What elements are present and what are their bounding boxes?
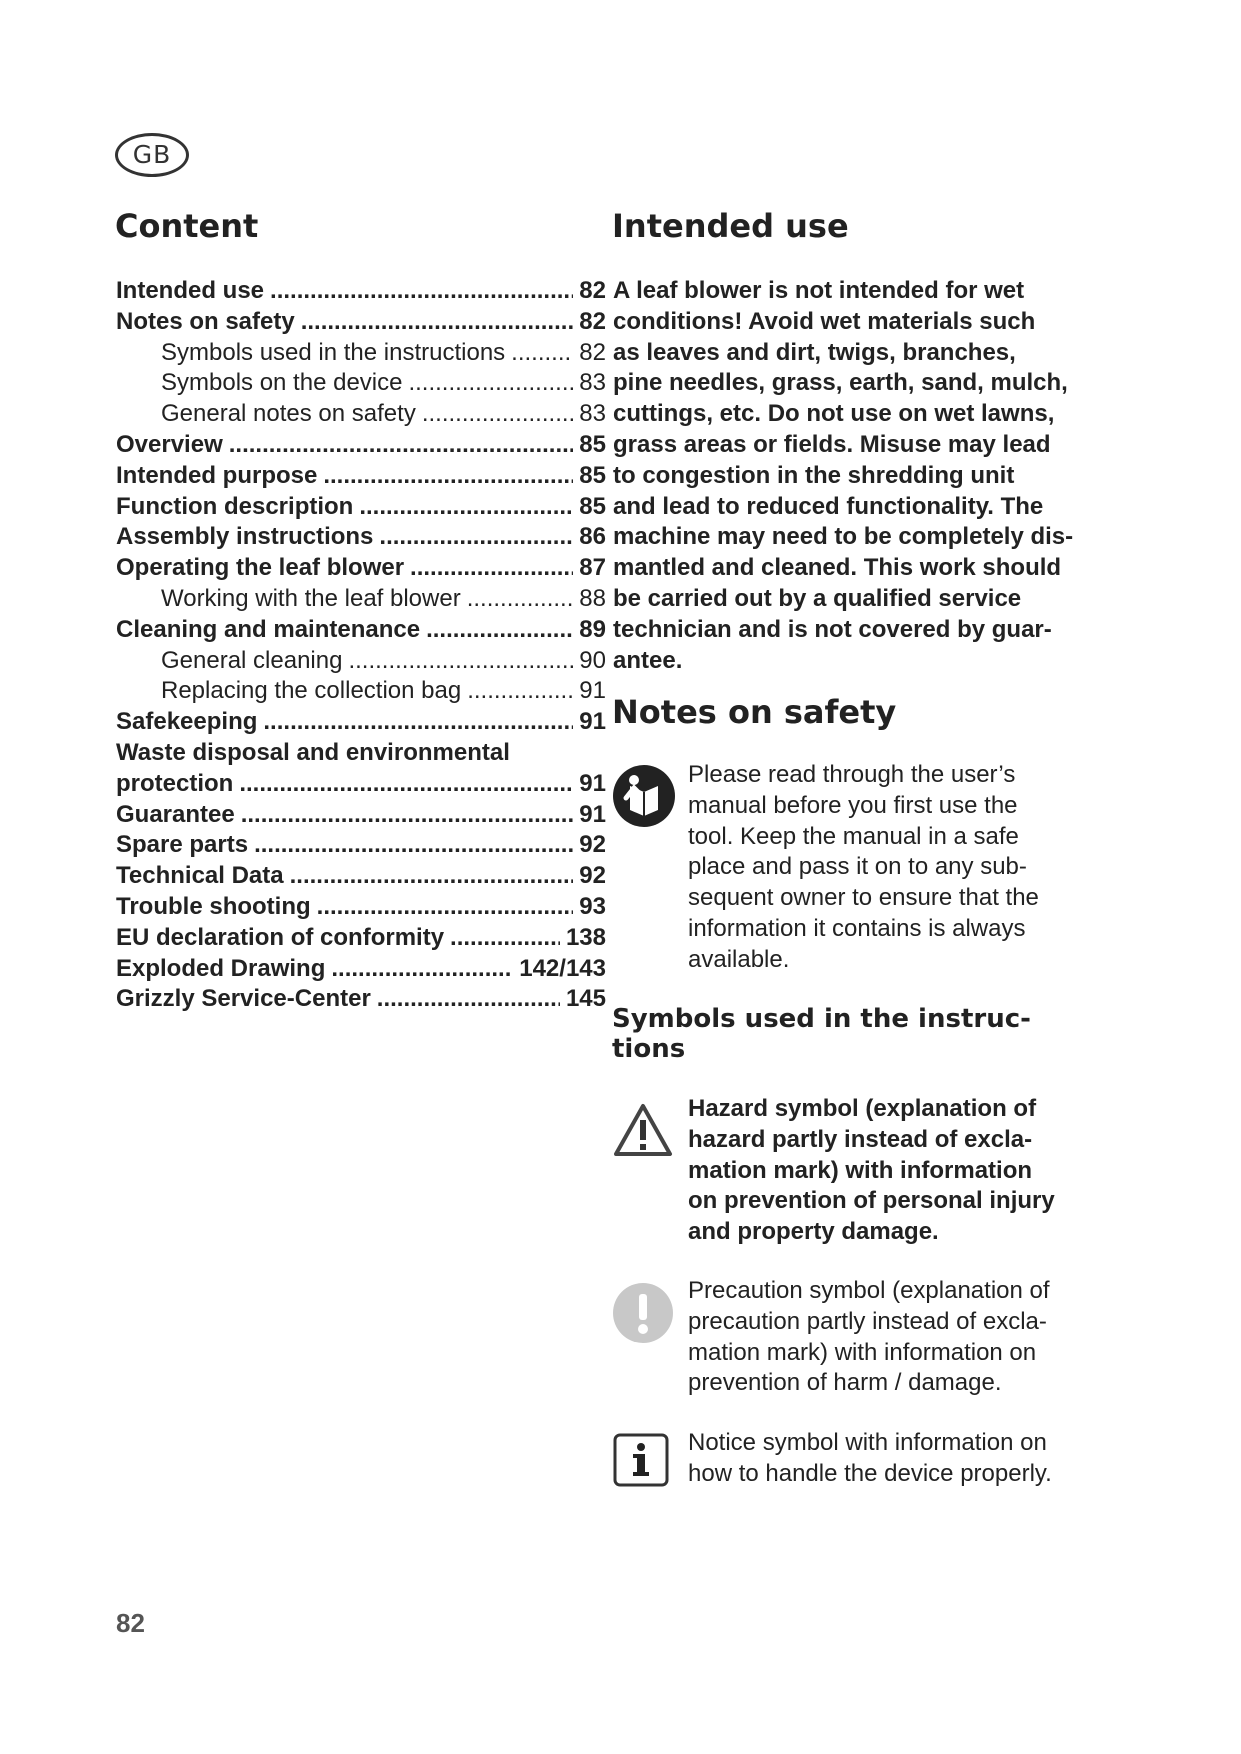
toc-entry [116,461,606,492]
toc-entry-label: Replacing the collection bag [161,677,462,705]
toc-entry [116,769,606,800]
toc-entry-page: 89 [579,615,606,643]
toc-entry-label: Exploded Drawing [116,954,326,982]
precaution-line: Precaution symbol (explanation of [688,1277,1050,1304]
toc-entry [116,646,606,677]
read-manual-text [688,760,1108,976]
toc-entry [116,492,606,523]
toc-entry-page: 91 [579,800,606,828]
toc-entry-label: protection [116,769,234,797]
toc-entry [116,707,606,738]
intended-use-title: Intended use [612,207,849,245]
page-number: 82 [116,1608,145,1638]
hazard-line: on prevention of personal injury [688,1187,1055,1215]
toc-leader-dots [239,769,573,800]
toc-entry-label: Grizzly Service-Center [116,985,371,1013]
intended-use-line: cuttings, etc. Do not use on wet lawns, [613,400,1055,428]
notice-line: Notice symbol with information on [688,1429,1047,1456]
toc-leader-dots [290,861,574,892]
symbols-title-line1: Symbols used in the instruc- [612,1004,1031,1034]
read-manual-line: tool. Keep the manual in a safe [688,822,1019,850]
toc-entry-page: 85 [579,430,606,458]
symbols-title-line2: tions [612,1034,686,1064]
toc-entry [116,830,606,861]
toc-entry [116,892,606,923]
hazard-line: Hazard symbol (explanation of [688,1095,1037,1122]
toc-entry-label: General notes on safety [161,400,416,428]
toc-entry [116,984,606,1015]
toc-entry-label: Working with the leaf blower [161,584,461,612]
toc-entry [116,584,606,615]
precaution-symbol-text [688,1276,1108,1399]
toc-entry-label: Trouble shooting [116,892,311,920]
intended-use-text [613,276,1113,676]
hazard-line: hazard partly instead of excla- [688,1125,1033,1153]
toc-entry [116,738,606,769]
toc-leader-dots [359,492,573,523]
toc-entry-label: Intended purpose [116,461,318,489]
toc-entry-page: 93 [579,892,606,920]
toc-leader-dots [263,707,573,738]
toc-leader-dots [331,954,513,985]
toc-entry-page: 92 [579,862,606,890]
read-manual-line: available. [688,945,790,973]
toc-leader-dots [379,522,573,553]
toc-entry [116,399,606,430]
toc-entry [116,276,606,307]
hazard-triangle-icon [612,1102,674,1158]
toc-leader-dots [270,276,573,307]
toc-leader-dots [254,830,573,861]
toc-entry-label: Assembly instructions [116,523,374,551]
toc-entry [116,800,606,831]
toc-entry-label: Cleaning and maintenance [116,615,421,643]
toc-entry-page: 82 [579,277,606,304]
toc-entry-page: 145 [565,985,606,1013]
toc-entry-label: General cleaning [161,646,343,674]
notice-symbol-text [688,1428,1108,1490]
read-manual-icon [612,764,676,828]
toc-entry-page: 82 [579,338,606,366]
intended-use-line: antee. [613,646,683,674]
toc-leader-dots [511,338,573,369]
notes-on-safety-title: Notes on safety [612,693,897,731]
intended-use-line: be carried out by a qualified service [613,584,1022,612]
toc-entry-label: Operating the leaf blower [116,554,405,582]
toc-entry-label: Safekeeping [116,708,258,736]
read-manual-line: information it contains is always [688,914,1026,942]
toc-leader-dots [377,984,560,1015]
intended-use-line: to congestion in the shredding unit [613,461,1015,489]
toc-entry-page: 142/143 [519,954,606,982]
toc-entry [116,676,606,707]
toc-leader-dots [241,800,574,831]
toc-entry-page: 85 [579,461,606,489]
toc-entry-page: 87 [579,554,606,582]
notice-info-icon [612,1432,670,1488]
toc-entry-label: Symbols on the device [161,369,403,397]
toc-leader-dots [301,307,574,338]
toc-leader-dots [408,368,573,399]
toc-entry-page: 83 [579,400,606,428]
toc-leader-dots [467,676,573,707]
hazard-symbol-text [688,1094,1108,1248]
intended-use-line: conditions! Avoid wet materials such [613,307,1036,335]
intended-use-line: A leaf blower is not intended for wet [613,277,1025,304]
intended-use-line: machine may need to be completely dis- [613,523,1074,551]
intended-use-line: mantled and cleaned. This work should [613,554,1062,582]
toc-entry-page: 90 [579,646,606,674]
hazard-line: mation mark) with information [688,1156,1033,1184]
intended-use-line: grass areas or fields. Misuse may lead [613,430,1051,458]
toc-entry [116,338,606,369]
toc-entry [116,307,606,338]
toc-entry-page: 88 [579,584,606,612]
toc-leader-dots [317,892,574,923]
toc-entry-page: 91 [579,708,606,736]
toc-entry-page: 91 [579,677,606,705]
toc-leader-dots [422,399,573,430]
toc-entry-label: Symbols used in the instructions [161,338,506,366]
precaution-line: mation mark) with information on [688,1338,1037,1366]
precaution-line: prevention of harm / damage. [688,1369,1002,1397]
read-manual-line: place and pass it on to any sub- [688,853,1027,881]
toc-entry [116,430,606,461]
toc-entry-label: Technical Data [116,862,284,890]
toc-entry-page: 82 [579,307,606,335]
toc-entry [116,522,606,553]
precaution-exclamation-icon [612,1282,674,1344]
toc-leader-dots [323,461,573,492]
toc-entry-label: Overview [116,430,223,458]
toc-entry [116,861,606,892]
toc-entry [116,923,606,954]
intended-use-line: as leaves and dirt, twigs, branches, [613,338,1016,366]
intended-use-line: and lead to reduced functionality. The [613,492,1044,520]
toc-entry-label: Function description [116,492,354,520]
content-title: Content [115,207,259,245]
read-manual-line: sequent owner to ensure that the [688,884,1039,912]
toc-entry-label: Spare parts [116,831,249,859]
toc-leader-dots [410,553,573,584]
toc-entry-label: EU declaration of conformity [116,923,445,951]
read-manual-line: Please read through the user’s [688,761,1016,788]
intended-use-line: technician and is not covered by guar- [613,615,1052,643]
toc-entry [116,615,606,646]
notice-line: how to handle the device properly. [688,1459,1052,1487]
toc-entry-page: 85 [579,492,606,520]
toc-entry [116,368,606,399]
hazard-line: and property damage. [688,1218,939,1246]
toc-entry [116,553,606,584]
read-manual-line: manual before you first use the [688,791,1018,819]
toc-leader-dots [467,584,574,615]
toc-leader-dots [426,615,573,646]
toc-entry-page: 138 [565,923,606,951]
toc-entry-label: Guarantee [116,800,235,828]
toc-entry-page: 86 [579,523,606,551]
toc-leader-dots [450,923,560,954]
toc-leader-dots [348,646,573,677]
language-badge: GB [115,133,189,177]
toc-entry-label: Waste disposal and environmental [116,738,510,766]
toc-entry-label: Notes on safety [116,307,295,335]
intended-use-line: pine needles, grass, earth, sand, mulch, [613,369,1068,397]
toc-entry [116,954,606,985]
table-of-contents [116,276,606,1015]
precaution-line: precaution partly instead of excla- [688,1307,1047,1335]
toc-entry-page: 83 [579,369,606,397]
toc-leader-dots [229,430,574,461]
toc-entry-label: Intended use [116,277,265,304]
toc-entry-page: 91 [579,769,606,797]
toc-entry-page: 92 [579,831,606,859]
